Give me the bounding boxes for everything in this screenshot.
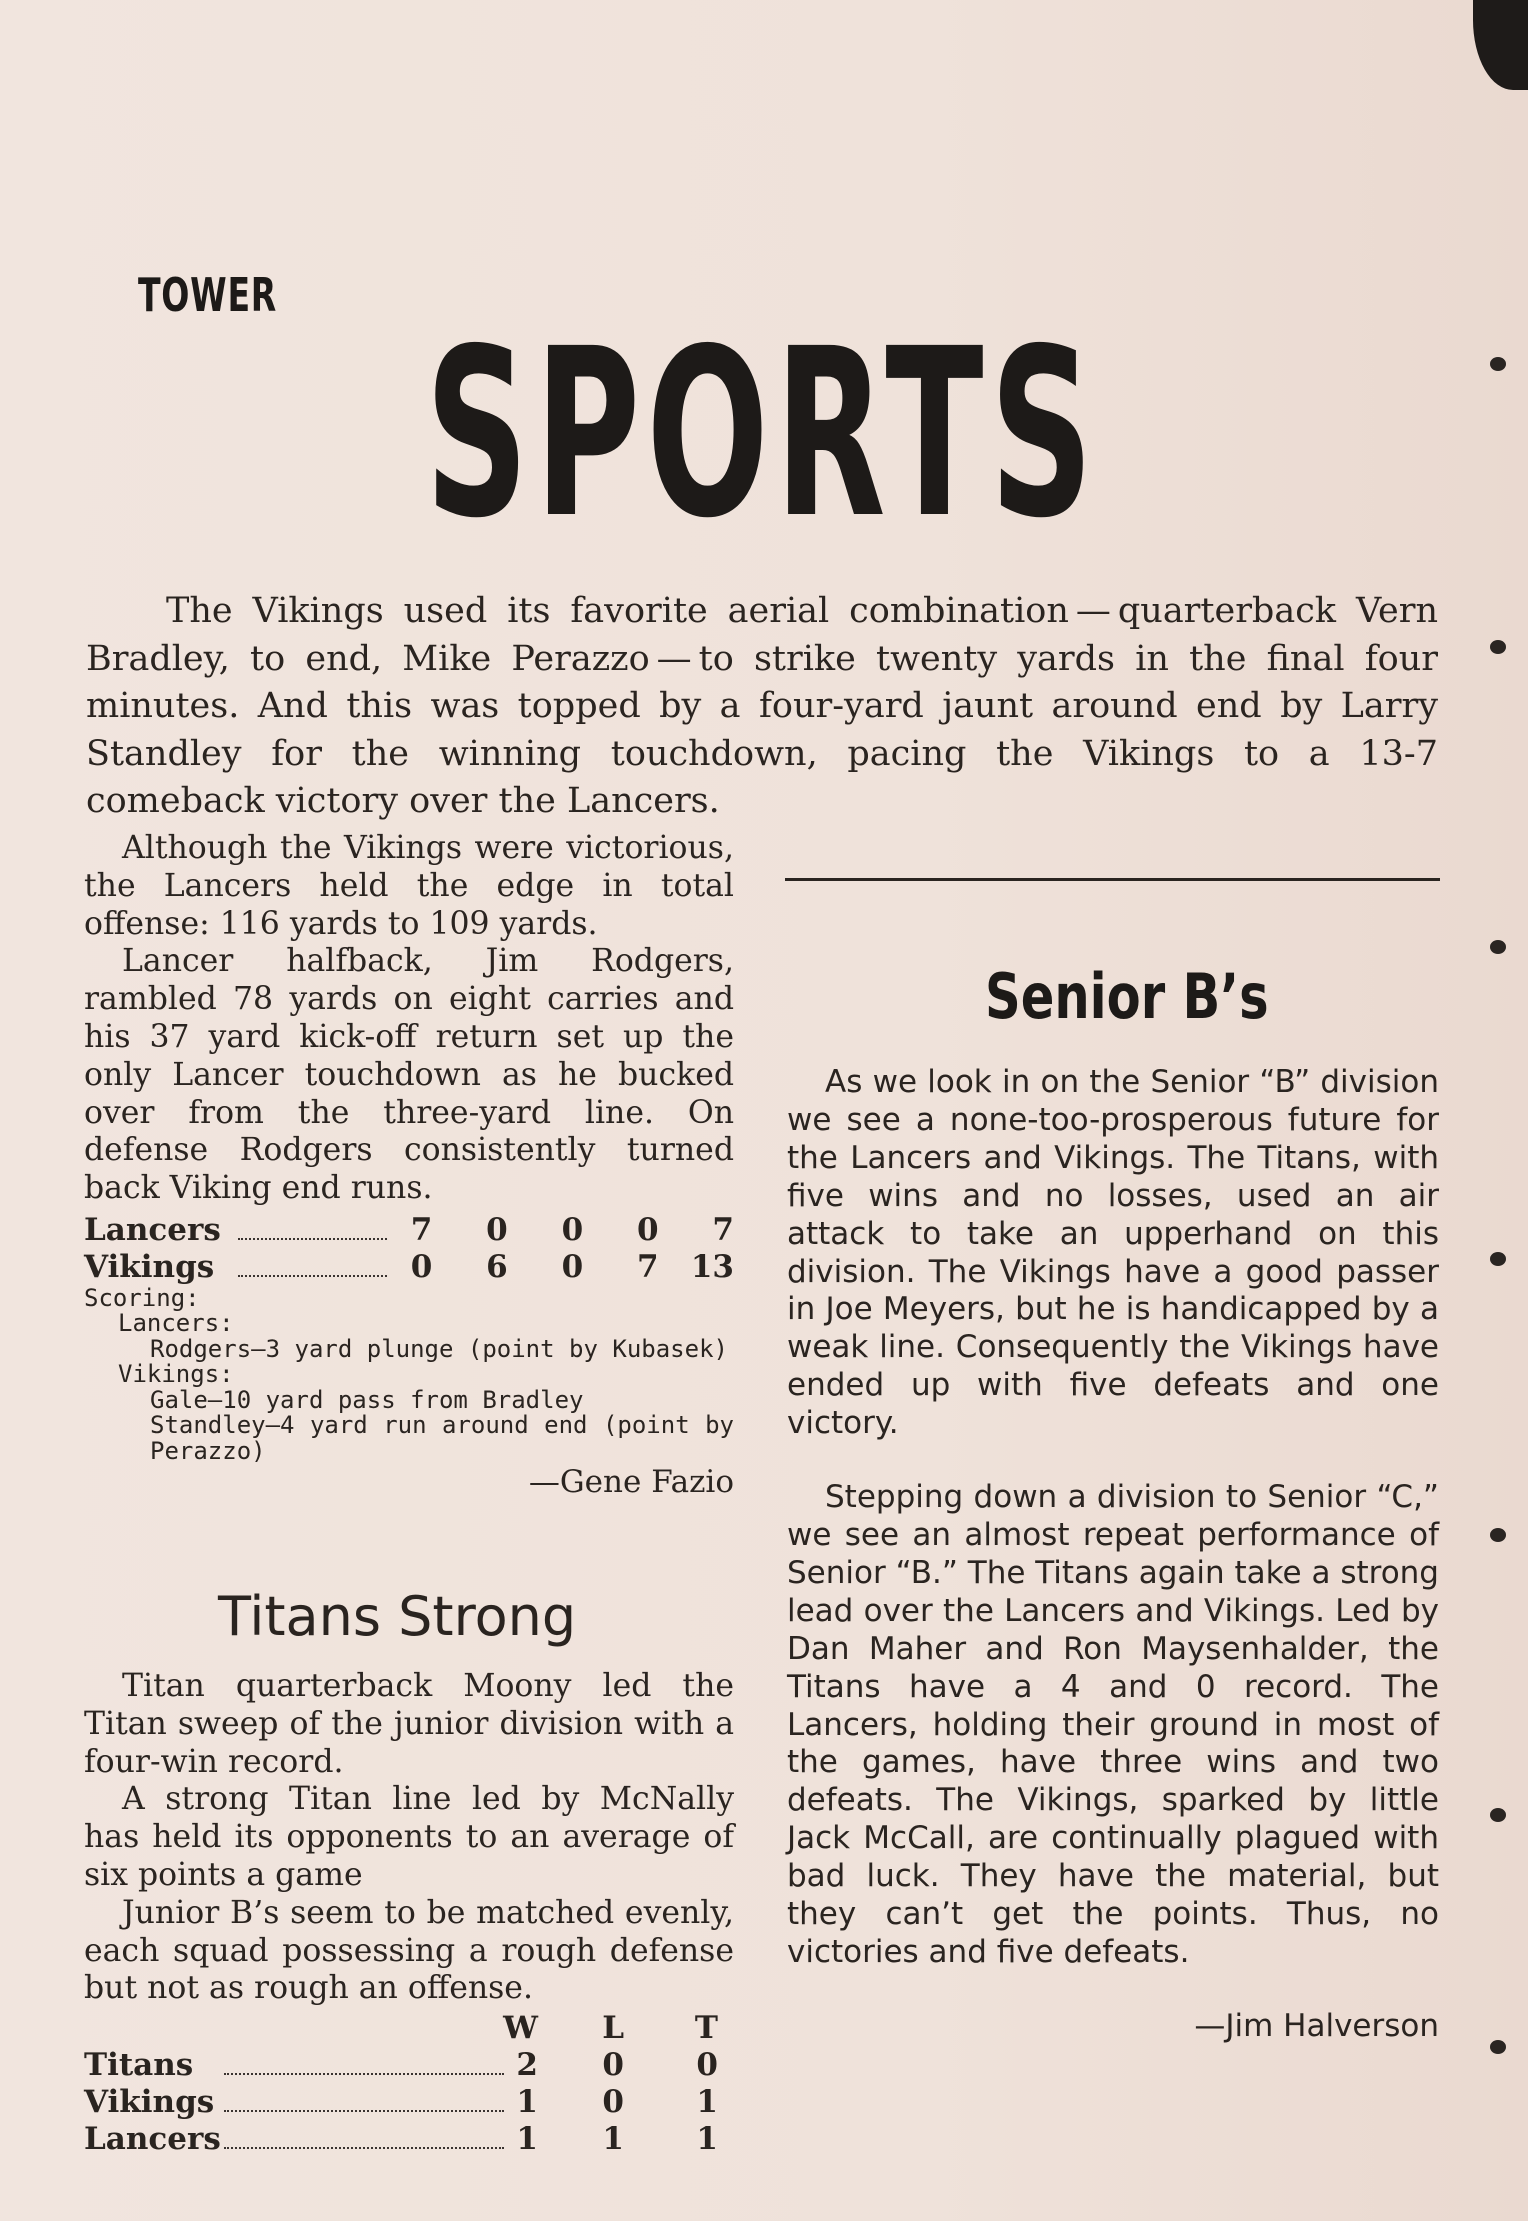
article-paragraph: Lancer halfback, Jim Rodgers, rambled 78 yards on eight carries and his 37 yard kick-off return set up the only Lancer touchdown as he bucked over from the three-yard line. On defense Rodgers consistently turned back Viking end runs. xyxy=(84,943,734,1207)
score-cell: 0 xyxy=(561,1211,584,1248)
vikings-article xyxy=(84,830,734,1502)
binder-hole xyxy=(1490,640,1506,654)
col-header: T xyxy=(694,2010,718,2047)
binder-hole xyxy=(1490,2040,1506,2054)
standings-row xyxy=(84,2121,734,2158)
dot-leader xyxy=(238,1238,387,1240)
column-rule xyxy=(785,878,1440,881)
team-name: Vikings xyxy=(84,1248,215,1285)
page-title: SPORTS xyxy=(425,299,1100,569)
scoring-play: Rodgers—3 yard plunge (point by Kubasek) xyxy=(150,1334,728,1363)
wins: 1 xyxy=(516,2121,538,2158)
score-row xyxy=(84,1249,734,1286)
scoring-label: Scoring: xyxy=(84,1283,200,1312)
ties: 1 xyxy=(696,2121,718,2158)
team-name: Lancers xyxy=(84,2121,221,2158)
dot-leader xyxy=(224,2110,504,2112)
article-paragraph: Stepping down a division to Senior “C,” we see an almost repeat performance of Senior “B.” The Titans again take a strong lead over the Lancers and Vikings. Led by Dan Maher and Ron Maysenhalder, the Titans have a 4 and 0 record. The Lancers, holding their ground in most of the games, have three wins and two defeats. The Vikings, sparked by little Jack McCall, are continually plagued with bad luck. They have the material, but they can’t get the points. Thus, no victories and five defeats. xyxy=(787,1479,1439,1970)
ties: 0 xyxy=(696,2047,718,2084)
article-paragraph: As we look in on the Senior “B” division we see a none-too-prosperous future for the Lancers and Vikings. The Titans, with five wins and no losses, used an air attack to take an upperhand on this division. The Vikings have a good passer in Joe Meyers, but he is handicapped by a weak line. Consequently the Vikings have ended up with five defeats and one victory. xyxy=(787,1064,1439,1442)
score-cell: 13 xyxy=(690,1248,734,1285)
score-cell: 6 xyxy=(486,1248,508,1285)
team-name: Vikings xyxy=(84,2084,215,2121)
binder-hole xyxy=(1490,940,1506,954)
losses: 0 xyxy=(602,2084,624,2121)
binder-hole xyxy=(1490,1252,1506,1266)
lead-text: The Vikings used its favorite aerial combination — quarterback Vern Bradley, to end, Mike Perazzo — to strike twenty yards in the final four minutes. And this was topped by a four-yard jaunt around end by Larry Standley for the winning touchdown, pacing the Vikings to a 13-7 comeback victory over the Lancers. xyxy=(86,591,1438,821)
senior-article xyxy=(787,1064,1439,2046)
score-cell: 0 xyxy=(636,1211,659,1248)
section-heading: Titans Strong xyxy=(218,1585,577,1648)
score-cell: 0 xyxy=(561,1248,584,1285)
score-table xyxy=(84,1212,734,1286)
team-name: Titans xyxy=(84,2047,194,2084)
article-paragraph: Titan quarterback Moony led the Titan sweep of the junior division with a four-win record. xyxy=(84,1668,734,1780)
standings-header xyxy=(84,2010,734,2047)
standings-row xyxy=(84,2047,734,2084)
scoring-summary xyxy=(84,1283,734,1465)
byline: —Jim Halverson xyxy=(1194,2007,1439,2044)
score-cell: 0 xyxy=(410,1248,433,1285)
paragraph-gap xyxy=(787,1972,1439,2008)
dot-leader xyxy=(224,2073,504,2075)
scoring-team: Vikings: xyxy=(118,1360,234,1389)
score-cell: 7 xyxy=(712,1211,734,1248)
titans-article xyxy=(84,1668,734,2158)
scoring-team: Lancers: xyxy=(118,1309,234,1338)
article-paragraph: Although the Vikings were victorious, the Lancers held the edge in total offense: 116 yards to 109 yards. xyxy=(84,830,734,942)
binder-hole xyxy=(1490,1808,1506,1822)
paragraph-gap xyxy=(787,1443,1439,1479)
article-paragraph: A strong Titan line led by McNally has held its opponents to an average of six points a game xyxy=(84,1781,734,1893)
score-row xyxy=(84,1212,734,1249)
binder-hole xyxy=(1490,357,1506,371)
dot-leader xyxy=(238,1275,387,1277)
dot-leader xyxy=(224,2147,504,2149)
standings-table xyxy=(84,2010,734,2158)
losses: 1 xyxy=(602,2121,624,2158)
lead-paragraph xyxy=(86,588,1438,826)
scoring-play: Standley—4 yard run around end (point by Perazzo) xyxy=(150,1411,734,1465)
wins: 2 xyxy=(516,2047,538,2084)
score-cell: 7 xyxy=(410,1211,433,1248)
team-name: Lancers xyxy=(84,1211,221,1248)
score-cell: 0 xyxy=(486,1211,508,1248)
col-header: W xyxy=(503,2010,538,2047)
standings-row xyxy=(84,2084,734,2121)
byline: —Gene Fazio xyxy=(528,1464,734,1501)
score-cell: 7 xyxy=(636,1248,659,1285)
article-paragraph: Junior B’s seem to be matched evenly, each squad possessing a rough defense but not as rough an offense. xyxy=(84,1894,734,2007)
binder-hole xyxy=(1490,1528,1506,1542)
section-kicker: TOWER xyxy=(138,268,278,322)
section-heading: Senior B’s xyxy=(985,960,1269,1033)
losses: 0 xyxy=(602,2047,624,2084)
scoring-play: Gale—10 yard pass from Bradley xyxy=(150,1385,584,1414)
wins: 1 xyxy=(516,2084,538,2121)
ties: 1 xyxy=(696,2084,718,2121)
col-header: L xyxy=(602,2010,624,2047)
